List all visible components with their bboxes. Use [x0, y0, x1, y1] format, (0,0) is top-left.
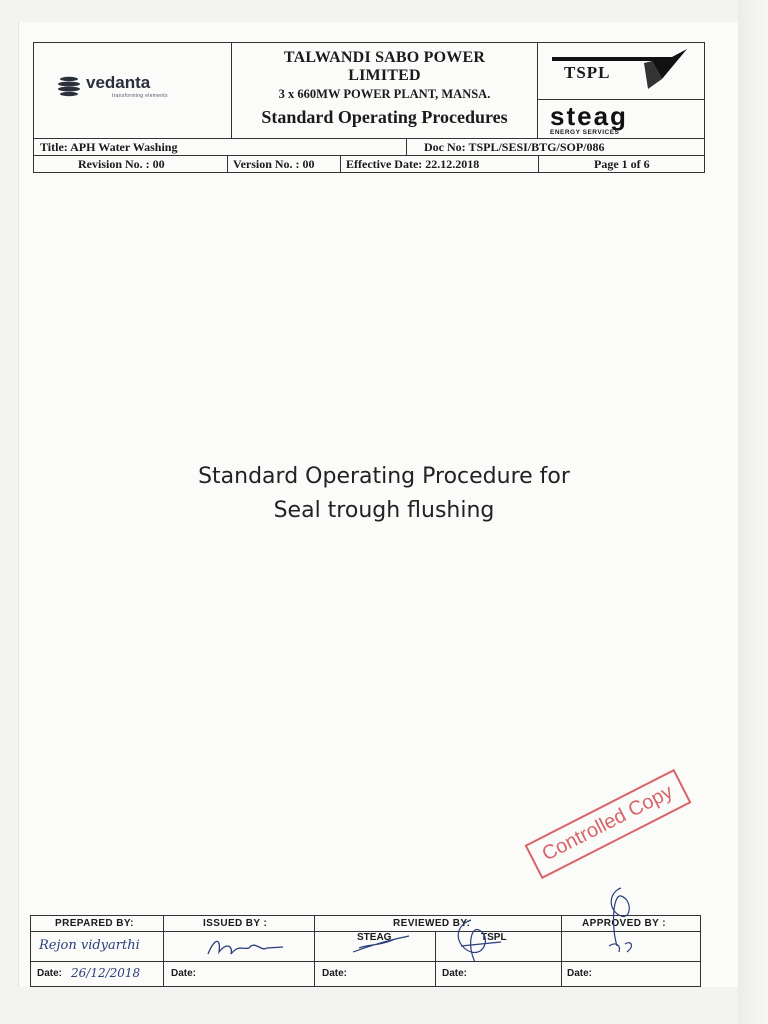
controlled-copy-stamp: Controlled Copy: [525, 769, 692, 879]
prepared-by-name: Rejon vidyarthi: [39, 938, 140, 953]
company-name: [232, 49, 537, 85]
plant-name: 3 x 660MW POWER PLANT, MANSA.: [278, 87, 491, 101]
vedanta-logo-text: vedanta: [86, 73, 151, 92]
approver-signature-icon: [591, 886, 651, 966]
issued-by-header: ISSUED BY :: [203, 918, 268, 929]
tspl-steag-cell: [538, 43, 704, 138]
header-table: [33, 42, 705, 173]
tspl-logo-text: TSPL: [564, 63, 611, 82]
approved-date-label: Date:: [567, 968, 593, 979]
revision-row: [34, 155, 704, 172]
steag-logo-text: steag: [550, 101, 628, 131]
sop-heading: Standard Operating Procedures: [261, 107, 508, 127]
steag-logo-subtitle: ENERGY SERVICES: [550, 129, 620, 136]
version-number: Version No. : 00: [233, 157, 315, 171]
company-cell: [232, 43, 538, 138]
effective-date: Effective Date: 22.12.2018: [346, 157, 480, 171]
revision-number: Revision No. : 00: [78, 157, 165, 171]
reviewed-by-header: REVIEWED BY:: [393, 918, 471, 929]
document-title-line1: Standard Operating Procedure for: [198, 464, 570, 489]
tspl-reviewer-signature-icon: [441, 916, 511, 966]
page-number: Page 1 of 6: [594, 157, 650, 171]
issued-date-label: Date:: [171, 968, 197, 979]
tspl-review-date-label: Date:: [442, 968, 468, 979]
document-title-line2: Seal trough flushing: [273, 498, 495, 523]
document-title: [0, 460, 768, 528]
vedanta-emblem-icon: [56, 73, 82, 99]
steag-review-date-label: Date:: [322, 968, 348, 979]
vedanta-tagline: transforming elements: [112, 93, 168, 99]
prepared-by-header: PREPARED BY:: [55, 918, 134, 929]
reviewer-tspl-label: TSPL: [481, 932, 507, 943]
reviewer-steag-label: STEAG: [357, 932, 392, 943]
company-name-line2: LIMITED: [348, 67, 421, 84]
issuer-signature-icon: [203, 932, 293, 962]
approved-by-header: APPROVED BY :: [582, 918, 666, 929]
steag-reviewer-signature-icon: [349, 926, 439, 958]
doc-title: Title: APH Water Washing: [40, 140, 178, 154]
title-row: [34, 138, 704, 155]
company-name-line1: TALWANDI SABO POWER: [283, 49, 486, 66]
approval-table: [30, 915, 701, 987]
prepared-date-value: 26/12/2018: [71, 966, 141, 980]
vedanta-logo-cell: [34, 43, 232, 138]
steag-logo: [538, 99, 704, 139]
doc-number: Doc No: TSPL/SESI/BTG/SOP/086: [424, 140, 605, 154]
prepared-date-label: Date:: [37, 968, 63, 979]
